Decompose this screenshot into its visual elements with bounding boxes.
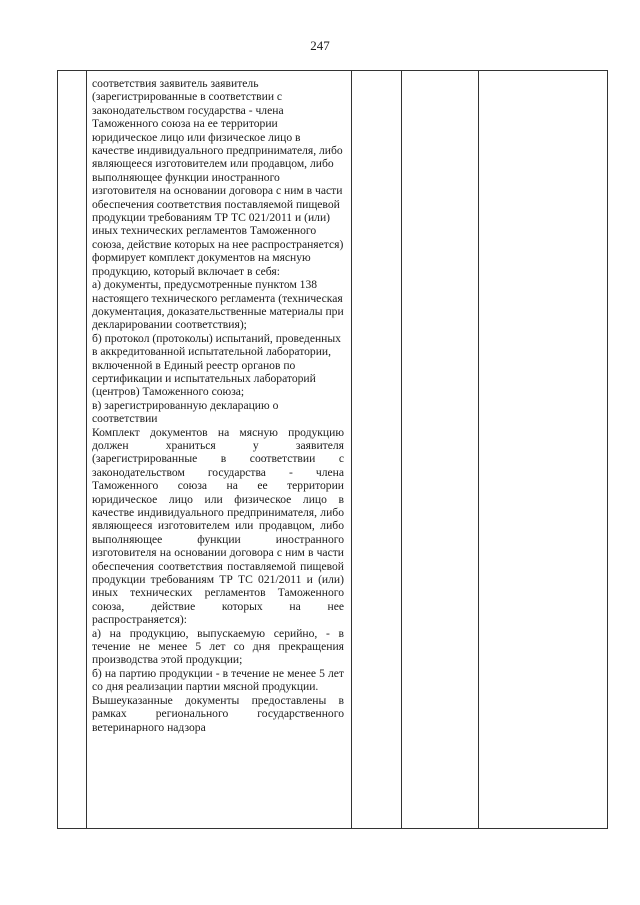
paragraph: Вышеуказанные документы предоставлены в рамках регионального государственного ветеринарного надзора xyxy=(92,693,344,734)
document-table xyxy=(57,70,608,829)
requirements-cell xyxy=(92,77,344,734)
paragraph: а) документы, предусмотренные пунктом 138 настоящего технического регламента (техническая документация, доказательственные материалы при декларировании соответствия); xyxy=(92,278,344,332)
column-divider xyxy=(401,71,402,828)
paragraph: в) зарегистрированную декларацию о соответствии xyxy=(92,398,279,426)
paragraph: Комплект документов на мясную продукцию должен храниться у заявителя (зарегистрированные в соответствии с законодательством государства - члена Таможенного союза на ее территории юридическое лицо или физическое лицо в качестве индивидуального предпринимателя, либо являющееся изготовителем или продавцом, либо выполняющее функции иностранного изготовителя на основании договора с ним в части обеспечения соответствия поставляемой пищевой продукции требованиям ТР ТС 021/2011 и (или) иных технических регламентов Таможенного союза, действие которых на нее распространяется): xyxy=(92,425,344,627)
paragraph: а) на продукцию, выпускаемую серийно, - в течение не менее 5 лет со дня прекращения производства этой продукции; xyxy=(92,626,344,667)
paragraph: соответствия заявитель заявитель (зарегистрированные в соответствии с законодательством государства - члена Таможенного союза на ее территории юридическое лицо или физическое лицо в качестве индивидуального предпринимателя, либо являющееся изготовителем или продавцом, либо выполняющее функции иностранного изготовителя на основании договора с ним в части обеспечения соответствия поставляемой пищевой продукции требованиям ТР ТС 021/2011 и (или) иных технических регламентов Таможенного союза, действие которых на нее распространяется) формирует комплект документов на мясную продукцию, который включает в себя: xyxy=(92,77,344,278)
column-divider xyxy=(478,71,479,828)
paragraph: б) на партию продукции - в течение не менее 5 лет со дня реализации партии мясной продукции. xyxy=(92,666,344,694)
page-number: 247 xyxy=(310,38,330,53)
column-divider xyxy=(86,71,87,828)
column-divider xyxy=(351,71,352,828)
paragraph: б) протокол (протоколы) испытаний, проведенных в аккредитованной испытательной лаборатории, включенной в Единый реестр органов по сертификации и испытательных лабораторий (центров) Таможенного союза; xyxy=(92,331,341,399)
